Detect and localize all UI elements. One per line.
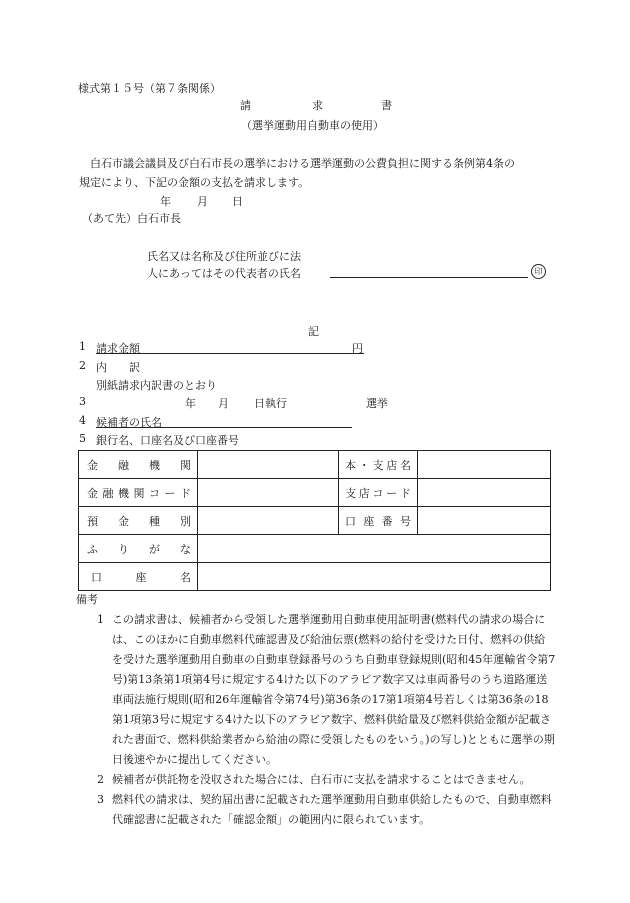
item-5-number: 5 — [79, 432, 86, 445]
remark-item: 3 燃料代の請求は、契約届出書に記載された選挙運動用自動車供給したもので、自動車燃料代確認書に記載された「確認金額」の範囲内に限られています。 — [97, 793, 552, 826]
account-name-input[interactable] — [198, 563, 551, 591]
date-day: 日 — [232, 195, 243, 208]
item-1-number: 1 — [79, 340, 86, 353]
item-5-label: 銀行名、口座名及び口座番号 — [96, 434, 239, 447]
claimant-label-1: 氏名又は名称及び住所並びに法 — [147, 250, 301, 263]
intro-line-2: 規定により、下記の金額の支払を請求します。 — [79, 176, 310, 189]
item-3-number: 3 — [79, 395, 86, 408]
title-char-1: 請 — [240, 99, 251, 112]
institution-code-input[interactable] — [198, 479, 339, 507]
branch-name-input[interactable] — [418, 451, 551, 479]
item-1-label: 請求金額 — [96, 342, 140, 355]
remark-item: 1 この請求書は、候補者から受領した選挙運動用自動車使用証明書(燃料代の請求の場合には、このほかに自動車燃料代確認書及び給油伝票(燃料の給付を受けた日付、燃料の供給を受けた選挙運動用自動車の自動車登録番号のうち自動車登録規則(昭和45年運輸省令第7号)第13条第1項第4号に規定する4けた以下のアラビア数字又は車両番号のうち道路運送車両法施行規則(昭和26年運輸省令第74号)第36条の17第1項第4号若しくは第36条の18第1項第3号に規定する4けた以下のアラビア数字、燃料供給量及び燃料供給金額が記載された書面で、燃料供給業者から給油の際に受領したものをいう。)の写し)とともに選挙の期日後速やかに提出してください。 — [97, 613, 556, 766]
bank-account-table — [78, 450, 551, 591]
candidate-name-line[interactable] — [96, 427, 352, 428]
account-number-label: 口 座 番 号 — [339, 507, 418, 535]
claimant-label-2: 人にあってはその代表者の氏名 — [147, 267, 301, 280]
ki-heading: 記 — [308, 325, 319, 338]
item-4-number: 4 — [79, 414, 86, 427]
financial-institution-input[interactable] — [198, 451, 339, 479]
table-row — [79, 479, 551, 507]
item-2-label: 内 訳 — [96, 361, 140, 374]
remark-item: 2 候補者が供託物を没収された場合には、白石市に支払を請求することはできません。 — [97, 773, 531, 786]
item-3-year: 年 — [185, 397, 196, 410]
item-2-number: 2 — [79, 359, 86, 372]
date-month: 月 — [197, 195, 208, 208]
furigana-input[interactable] — [198, 535, 551, 563]
financial-institution-label: 金 融 機 関 — [79, 451, 198, 479]
branch-code-input[interactable] — [418, 479, 551, 507]
seal-mark: 印 — [531, 264, 546, 279]
branch-name-label: 本 ・ 支 店 名 — [339, 451, 418, 479]
table-row — [79, 535, 551, 563]
claimant-signature-line[interactable] — [330, 277, 528, 278]
title-char-3: 書 — [381, 99, 392, 112]
item-3-exec: 日執行 — [254, 397, 287, 410]
item-3-month: 月 — [218, 397, 229, 410]
account-number-input[interactable] — [418, 507, 551, 535]
title-char-2: 求 — [312, 99, 323, 112]
item-1-unit: 円 — [352, 342, 363, 355]
institution-code-label: 金 融 機 関 コ ー ド — [79, 479, 198, 507]
item-4-label: 候補者の氏名 — [96, 416, 162, 429]
table-row — [79, 563, 551, 591]
item-2-detail: 別紙請求内訳書のとおり — [96, 379, 217, 392]
remarks-section — [76, 590, 556, 830]
deposit-type-label: 預 金 種 別 — [79, 507, 198, 535]
form-number: 様式第１５号（第７条関係） — [78, 82, 221, 95]
remarks-heading: 備考 — [76, 593, 98, 606]
date-year: 年 — [160, 195, 171, 208]
claim-amount-line[interactable] — [96, 353, 364, 354]
deposit-type-input[interactable] — [198, 507, 339, 535]
item-3-election: 選挙 — [366, 397, 388, 410]
subtitle: （選挙運動用自動車の使用） — [241, 119, 384, 132]
branch-code-label: 支 店 コ ー ド — [339, 479, 418, 507]
intro-line-1: 白石市議会議員及び白石市長の選挙における選挙運動の公費負担に関する条例第4条の — [90, 157, 515, 170]
table-row — [79, 451, 551, 479]
furigana-label: ふ り が な — [79, 535, 198, 563]
account-name-label: 口 座 名 — [79, 563, 198, 591]
addressee: （あて先）白石市長 — [82, 212, 181, 225]
table-row — [79, 507, 551, 535]
